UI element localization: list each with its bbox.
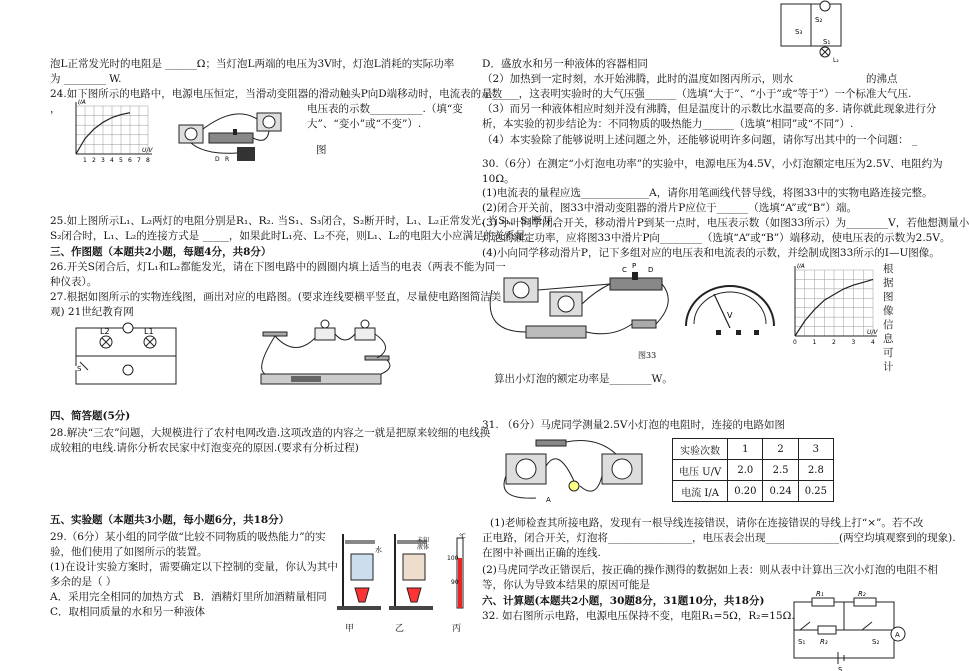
resistor-r2 (854, 598, 876, 606)
table-header-row (673, 439, 834, 460)
beaker-water (351, 554, 373, 580)
q27-line1: 27.根据如图所示的实物连线图，画出对应的电路图。(要求连线要横平竖直，尽量使电路图简洁美 (50, 291, 502, 303)
burner-2 (407, 588, 421, 602)
q26-circuit-diagram (72, 322, 182, 390)
meter-circle-1 (123, 323, 133, 333)
q26-line2: 种仪表）。 (50, 276, 98, 288)
q29-line4: 多余的是（ ） (50, 576, 117, 588)
label-100: 100 (447, 555, 459, 562)
tick-label: 4 (871, 339, 875, 346)
table-cell: 0.20 (728, 481, 763, 502)
q25-line2: S₂闭合时，L₁、L₂的连接方式是 _____，如果此时L₁亮、L₂不亮，则L₁、L₂的电阻大小应满足的关系是_ (50, 230, 531, 242)
tick-label: 2 (832, 339, 836, 346)
label-s1: S₁ (823, 38, 831, 46)
q24-iu-graph (66, 100, 156, 166)
side-char: 像 (883, 305, 894, 317)
q30-part2: (2)闭合开关前，图33中滑动变阻器的滑片P应位于______（选填“A”或“B”）端。 (482, 202, 858, 214)
tick-label: 4 (110, 157, 114, 164)
rheostat (209, 133, 253, 143)
lamp (569, 481, 579, 491)
battery (237, 147, 255, 161)
q29-option-c: C．取相同质量的水和另一种液体 (50, 606, 206, 618)
label-s: S (838, 666, 843, 671)
q24-fig-caption: 图 (316, 144, 327, 156)
q31-part2-line1: (2)马虎同学改正错误后，按正确的操作测得的数据如上表：则从表中计算出三次小灯泡的电阻不相 (482, 564, 938, 576)
q29-option-a: A．采用完全相同的加热方式 (50, 591, 184, 603)
q27-line2: 观) 21世纪教育网 (50, 306, 134, 318)
tick-label: 0 (793, 339, 797, 346)
label-s3: S₃ (795, 28, 803, 36)
q30-line1: 30.（6分）在测定“小灯泡电功率”的实验中，电源电压为4.5V，小灯泡额定电压为2.5V、电阻约为 (482, 158, 943, 170)
switch-1 (263, 332, 287, 336)
tick-label: 3 (851, 339, 856, 346)
q29-4: （4）本实验除了能够说明上述问题之外，还能够说明许多问题，请你写出其中的一个问题： _ (482, 134, 918, 146)
burner-1 (355, 588, 369, 602)
q24-line1: 24.如下图所示的电路中，电源电压恒定，当滑动变阻器的滑动触头P向D端移动时，电流表的示数 (50, 88, 503, 100)
table-cell: 3 (798, 439, 833, 460)
q31-circuit-figure (496, 436, 656, 506)
q31-part1-line3: 在图中补画出正确的连线. (482, 547, 601, 559)
q23-line1: 泡L正常发光时的电阻是 ______Ω；当灯泡L两端的电压为3V时，灯泡L消耗的实际功率 (50, 58, 455, 70)
y-axis-label: I/A (78, 99, 86, 106)
top-right-circuit (775, 0, 855, 62)
fig33-physical-circuit (482, 262, 677, 347)
q25-line1: 25.如上图所示L₁、L₂两灯的电阻分别是R₁、R₂. 当S₁、S₃闭合，S₂断开时，L₁、L₂正常发光. 当S₁、S₃断开, (50, 215, 556, 227)
label-d: D (215, 156, 220, 163)
side-char: 计 (883, 361, 894, 373)
q31-data-table (672, 438, 834, 502)
fig29-label-a: 甲 (345, 624, 355, 634)
section3-title: 三、作图题（本题共2小题，每题4分，共8分） (50, 246, 272, 258)
side-char: 息 (883, 333, 894, 345)
q28-line2: 成较粗的电线.请你分析农民家中灯泡变亮的原因.(要求有分析过程) (50, 442, 359, 454)
rheostat (536, 440, 566, 446)
side-char: 可 (883, 347, 894, 359)
q30-end: 算出小灯泡的额定功率是________W。 (494, 373, 673, 385)
tick-label: 1 (812, 339, 817, 346)
table-cell: 2.0 (728, 460, 763, 481)
switch-s1 (800, 622, 810, 630)
table-cell: 2.8 (798, 460, 833, 481)
table-cell: 2.5 (763, 460, 798, 481)
q24-line2: ， (50, 103, 61, 115)
q31-part2-line2: 等，你认为导致本结果的原因可能是 (482, 579, 650, 591)
label-l2: L₂ (833, 57, 839, 64)
q30-part1: (1)电流表的量程应选_____________A，请你用笔画线代替导线，将图33中的实物电路连接完整。 (482, 187, 933, 199)
table-cell: 1 (728, 439, 763, 460)
label-l1: L1 (144, 327, 154, 336)
y-axis-label: I/A (797, 263, 805, 270)
section6-title: 六、计算题(本题共2小题，30题8分，31题10分，共18分) (482, 595, 765, 607)
lamp-top (820, 1, 830, 11)
table-cell: 0.25 (798, 481, 833, 502)
resistor-r1 (812, 598, 834, 606)
switch (632, 320, 656, 328)
q29-line2: 验，他们使用了如图所示的装置。 (50, 546, 208, 558)
q27-physical-circuit (255, 318, 400, 390)
label-s: S (77, 365, 82, 373)
q31-part1-line2: 正电路，闭合开关，灯泡将________________，电压表会出现______________(两空均填观察到的现象). (482, 532, 956, 544)
label-a: A (895, 631, 900, 639)
resistor-r3 (818, 626, 836, 634)
side-char: 根 (883, 263, 894, 275)
fig29-label-b: 乙 (395, 624, 405, 634)
label-r1: R₁ (816, 590, 824, 598)
q24-circuit-figure (175, 105, 300, 165)
label-l2: L2 (100, 327, 110, 336)
beaker-liquid (403, 554, 425, 580)
label-90: 90 (451, 579, 459, 586)
q29-line1: 29.（6分）某小组的同学做“比较不同物质的吸热能力”的实 (50, 531, 326, 543)
dial-unit: V (727, 311, 733, 320)
label-water: 水 (375, 546, 382, 554)
label-a: A (546, 496, 551, 504)
x-axis-label: U/V (867, 329, 878, 336)
table-cell: 电流 I/A (673, 481, 728, 502)
label-c: C (622, 266, 627, 274)
lamp-holder-1 (315, 328, 335, 340)
q29-2-line1-end: 的沸点 (866, 73, 898, 85)
q30-part3-line1: (3) 小叶同学闭合开关，移动滑片P到某一点时，电压表示数（如图33所示）为________V，若他想测量小 (482, 217, 969, 229)
battery-box (526, 326, 586, 338)
q26-line1: 26.开关S闭合后，灯L₁和L₂都能发光，请在下图电路中的圆圈内填上适当的电表（两表不能为同一 (50, 261, 506, 273)
q24-line3: 电压表的示数__________.（填“变 (307, 103, 463, 115)
meter-circle-2 (123, 365, 133, 375)
side-char: 信 (883, 319, 894, 331)
q28-line1: 28.解决“三农”问题，大规模进行了农村电网改造.这项改造的内容之一就是把原来较细的电线换 (50, 427, 491, 439)
q23-line2: 为 ________ W. (50, 73, 122, 85)
tick-label: 2 (92, 157, 96, 164)
label-s2: S₂ (815, 16, 823, 24)
q29-3-line1: （3）而另一种液体相应时刻并没有沸腾，但是温度计的示数比水温要高的多. 请你就此现象进行分 (482, 103, 937, 115)
section5-title: 五、实验题（本题共3小题，每小题6分，共18分） (50, 514, 290, 526)
tick-label: 1 (83, 157, 87, 164)
table-cell: 2 (763, 439, 798, 460)
tick-label: 5 (119, 157, 123, 164)
voltmeter-dial (680, 278, 780, 336)
fig33-caption: 图33 (638, 351, 657, 360)
side-char: 据 (883, 277, 894, 289)
q32-text: 32. 如右图所示电路，电源电压保持不变，电阻R₁=5Ω，R₂=15Ω. (482, 610, 795, 622)
label-s1: S₁ (798, 638, 806, 646)
q30-part3-line2: 灯泡的额定功率，应将图33中滑片P向________（选填“A”或“B”）端移动，使电压表的示数为2.5V。 (482, 232, 951, 244)
label-r3: R₃ (820, 638, 828, 646)
q24-line4: 大”、“变小”或“不变”）. (307, 118, 422, 130)
table-cell: 0.24 (763, 481, 798, 502)
label-s2: S₂ (872, 638, 880, 646)
fig33-iu-graph (785, 262, 883, 350)
label-d: D (648, 266, 654, 274)
q30-part4: (4)小向同学移动滑片P，记下多组对应的电压表和电流表的示数，并绘制成图33所示的I—U图像。 (482, 247, 940, 259)
q31-line1: 31. （6分）马虎同学测量2.5V小灯泡的电阻时，连接的电路如图 (482, 419, 785, 431)
label-liquid: 未知 (417, 537, 430, 544)
table-cell: 电压 U/V (673, 460, 728, 481)
table-row (673, 481, 834, 502)
q29-line3: (1)在设计实验方案时，需要确定以下控制的变量，你认为其中 (50, 561, 338, 573)
side-char: 图 (883, 291, 894, 303)
table-cell: 实验次数 (673, 439, 728, 460)
section4-title: 四、简答题(5分) (50, 410, 131, 422)
q31-part1-line1: (1)老师检查其所接电路，发现有一根导线连接错误，请你在连接错误的导线上打“×”。若不改 (490, 517, 924, 529)
tick-label: 8 (146, 157, 150, 164)
q29-heating-apparatus (333, 530, 473, 620)
q30-line2: 10Ω。 (482, 173, 515, 185)
lamp-holder-2 (355, 328, 375, 340)
q29-2-line2: 是_____，这表明实验时的大气压强______（选填“大于”、“小于”或“等于”）一个标准大气压. (482, 88, 912, 100)
switch-s2 (862, 622, 872, 630)
label-p: P (632, 262, 637, 270)
tick-label: 6 (128, 157, 132, 164)
q29-3-line2: 析，本实验的初步结论为：不同物质的吸热能力______（选填“相同”或“不同”）. (482, 118, 854, 130)
q29-option-d: D．盛放水和另一种液体的容器相同 (482, 58, 648, 70)
q29-option-b: B．酒精灯里所加酒精量相同 (193, 591, 327, 603)
tick-label: 7 (137, 157, 141, 164)
table-row (673, 460, 834, 481)
label-r2: R₂ (858, 590, 866, 598)
q29-2-line1: （2）加热到一定时刻，水开始沸腾，此时的温度如图丙所示，则水 (482, 73, 794, 85)
label-liquid2: 液体 (417, 544, 430, 551)
label-r: R (225, 156, 230, 163)
label-degC: ℃ (459, 533, 466, 540)
q32-circuit-diagram (788, 590, 910, 671)
tick-label: 3 (101, 157, 105, 164)
x-axis-label: U/V (142, 147, 153, 154)
fig29-label-c: 丙 (452, 624, 462, 634)
